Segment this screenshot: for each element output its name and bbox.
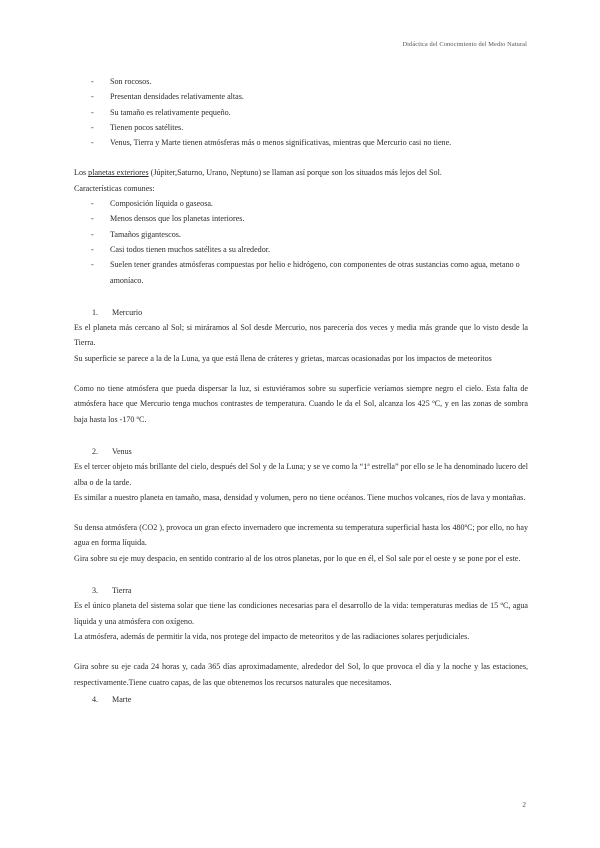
section-number: 4.	[92, 694, 99, 704]
paragraph: Como no tiene atmósfera que pueda dispersar la luz, si estuviéramos sobre su superficie veríamos siempre negro el cielo. Esta falta de atmósfera hace que Mercurio tenga muchos contrastes de temperatura. Cuando le da el Sol, alcanza los 425 ºC, y en las zonas de sombra baja hasta los -170 ºC.	[74, 384, 528, 424]
paragraph: Es el planeta más cercano al Sol; si miráramos al Sol desde Mercurio, nos parecería dos veces y media más grande que lo visto desde la Tierra.	[74, 323, 528, 348]
outer-planets-list	[74, 196, 528, 288]
section-title-marte	[74, 692, 528, 707]
page-number: 2	[522, 801, 526, 809]
paragraph: Su densa atmósfera (CO2 ), provoca un gran efecto invernadero que incrementa su temperatura superficial hasta los 480ºC; por ello, no hay agua en forma líquida.	[74, 523, 528, 548]
section-title-mercurio	[74, 305, 528, 320]
outer-planets-intro	[74, 165, 528, 180]
list-item: - Tienen pocos satélites.	[74, 120, 528, 135]
list-item: - Suelen tener grandes atmósferas compuestas por helio e hidrógeno, con componentes de otras sustancias como agua, metano o amoníaco.	[74, 257, 528, 288]
paragraph: Gira sobre su eje muy despacio, en sentido contrario al de los otros planetas, por lo que en él, el Sol sale por el oeste y se pone por el este.	[74, 553, 521, 563]
paragraph: Es el único planeta del sistema solar que tiene las condiciones necesarias para el desarrollo de la vida: temperaturas medias de 15 ºC, agua líquida y una atmósfera con oxígeno.	[74, 601, 528, 626]
list-item: - Menos densos que los planetas interiores.	[74, 211, 528, 226]
intro-text: Los	[74, 168, 89, 178]
inner-planets-list	[74, 74, 528, 150]
outer-planets-link: planetas exteriores	[88, 168, 149, 178]
paragraph: La atmósfera, además de permitir la vida, nos protege del impacto de meteoritos y de las radiaciones solares perjudiciales.	[74, 631, 470, 641]
paragraph: Es el tercer objeto más brillante del cielo, después del Sol y de la Luna; y se ve como la “1ª estrella” por ello se le ha denominado lucero del alba o de la tarde.	[74, 462, 528, 487]
list-item: - Su tamaño es relativamente pequeño.	[74, 105, 528, 120]
section-number: 1.	[92, 307, 99, 317]
paragraph: Su superficie se parece a la de la Luna, ya que está llena de cráteres y grietas, marcas ocasionadas por los impactos de meteoritos	[74, 353, 492, 363]
section-number: 2.	[92, 446, 99, 456]
list-item: - Presentan densidades relativamente altas.	[74, 89, 528, 104]
section-name: Venus	[112, 446, 132, 456]
section-title-tierra	[74, 583, 528, 598]
list-item: - Tamaños gigantescos.	[74, 227, 528, 242]
list-item: - Casi todos tienen muchos satélites a su alrededor.	[74, 242, 528, 257]
list-item: - Composición líquida o gaseosa.	[74, 196, 528, 211]
paragraph: Es similar a nuestro planeta en tamaño, masa, densidad y volumen, pero no tiene océanos. Tiene muchos volcanes, ríos de lava y montañas.	[74, 492, 526, 502]
section-name: Mercurio	[112, 307, 143, 317]
section-name: Tierra	[112, 586, 132, 596]
running-header: Didáctica del Conocimiento del Medio Natural	[402, 41, 527, 48]
page-content	[74, 74, 528, 707]
section-title-venus	[74, 444, 528, 459]
intro-text: (Júpiter,Saturno, Urano, Neptuno) se llaman así porque son los situados más lejos del Sol.	[148, 168, 442, 178]
list-item: - Venus, Tierra y Marte tienen atmósferas más o menos significativas, mientras que Mercurio casi no tiene.	[74, 135, 528, 150]
list-item: - Son rocosos.	[74, 74, 528, 89]
section-name: Marte	[112, 694, 132, 704]
paragraph: Gira sobre su eje cada 24 horas y, cada 365 días aproximadamente, alrededor del Sol, lo que provoca el día y la noche y las estaciones, respectivamente.Tiene cuatro capas, de las que obtenemos los recursos naturales que necesitamos.	[74, 662, 528, 687]
section-number: 3.	[92, 586, 99, 596]
intro-subheading: Características comunes:	[74, 183, 155, 193]
